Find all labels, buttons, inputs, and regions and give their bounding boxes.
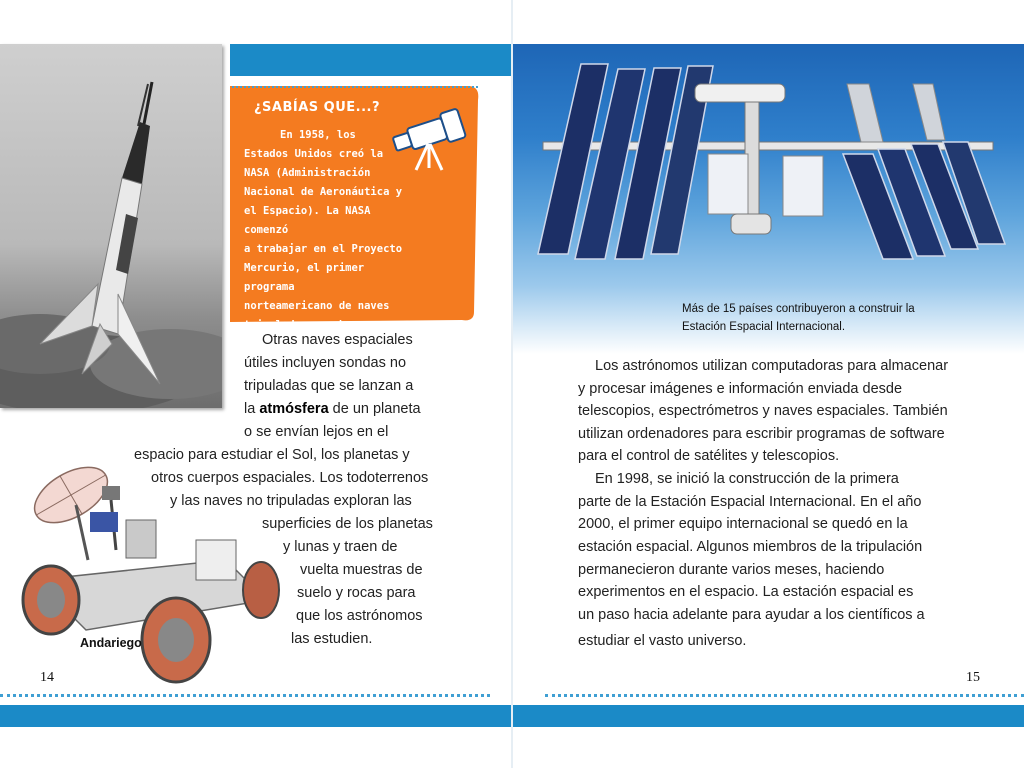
body-line: En 1998, se inició la construcción de la primera bbox=[595, 471, 899, 487]
body-line: espacio para estudiar el Sol, los planetas y bbox=[134, 447, 410, 463]
body-line: vuelta muestras de bbox=[300, 562, 423, 578]
caption-line: Estación Espacial Internacional. bbox=[682, 321, 846, 333]
telescope-icon bbox=[390, 96, 470, 176]
rocket-launch-photo bbox=[0, 44, 222, 408]
body-line: experimentos en el espacio. La estación espacial es bbox=[578, 584, 914, 600]
body-line: que los astrónomos bbox=[296, 608, 423, 624]
callout-dotted-rule bbox=[232, 86, 478, 88]
body-line: las estudien. bbox=[291, 631, 373, 647]
body-line: y las naves no tripuladas exploran las bbox=[170, 493, 412, 509]
body-line: Los astrónomos utilizan computadoras para almacenar bbox=[595, 358, 949, 374]
caption-line: Más de 15 países contribuyeron a construir la bbox=[682, 303, 915, 315]
top-blue-bar bbox=[230, 44, 511, 76]
bottom-dotted-rule bbox=[545, 694, 1024, 697]
rover-icon bbox=[16, 450, 286, 690]
body-line: telescopios, espectrómetros y naves espaciales. También bbox=[578, 403, 948, 419]
atmosphere-before: la bbox=[244, 401, 260, 417]
callout-line: En 1958, los bbox=[280, 129, 356, 141]
callout-line: a trabajar en el Proyecto bbox=[244, 243, 403, 255]
body-line: permanecieron durante varios meses, haciendo bbox=[578, 562, 885, 578]
body-line: estudiar el vasto universo. bbox=[578, 633, 747, 649]
bottom-blue-bar bbox=[513, 705, 1024, 727]
body-line: otros cuerpos espaciales. Los todoterrenos bbox=[151, 470, 429, 486]
body-line: para el control de satélites y telescopios. bbox=[578, 448, 840, 464]
body-line: parte de la Estación Espacial Internacional. En el año bbox=[578, 494, 922, 510]
body-line: un paso hacia adelante para ayudar a los científicos a bbox=[578, 607, 925, 623]
callout-line: Mercurio, el primer programa bbox=[244, 262, 365, 293]
body-line: y lunas y traen de bbox=[283, 539, 398, 555]
body-line: utilizan ordenadores para escribir programas de software bbox=[578, 426, 945, 442]
right-page bbox=[513, 0, 1024, 768]
callout-line: tripuladas por humanos. bbox=[244, 319, 390, 331]
body-line: Otras naves espaciales bbox=[262, 332, 413, 348]
body-line: estación espacial. Algunos miembros de la tripulación bbox=[578, 539, 923, 555]
rover-label: Andariego bbox=[80, 636, 142, 650]
did-you-know-callout bbox=[230, 86, 480, 331]
body-line: suelo y rocas para bbox=[297, 585, 416, 601]
callout-line: Nacional de Aeronáutica y bbox=[244, 186, 403, 198]
left-page bbox=[0, 0, 511, 768]
callout-line: Estados Unidos creó la bbox=[244, 148, 384, 160]
body-line: y procesar imágenes e información enviada desde bbox=[578, 381, 903, 397]
bottom-blue-bar bbox=[0, 705, 511, 727]
bottom-dotted-rule bbox=[0, 694, 490, 697]
page-number-right: 15 bbox=[966, 670, 980, 685]
callout-title: ¿SABÍAS QUE...? bbox=[254, 100, 381, 115]
body-line: tripuladas que se lanzan a bbox=[244, 378, 414, 394]
callout-line: NASA (Administración bbox=[244, 167, 371, 179]
body-line: o se envían lejos en el bbox=[244, 424, 389, 440]
body-line: útiles incluyen sondas no bbox=[244, 355, 407, 371]
page-number-left: 14 bbox=[40, 670, 54, 685]
body-line: 2000, el primer equipo internacional se quedó en la bbox=[578, 516, 908, 532]
lunar-rover-illustration bbox=[16, 450, 286, 690]
photo-caption bbox=[682, 300, 915, 336]
body-line: superficies de los planetas bbox=[262, 516, 433, 532]
callout-line: norteamericano de naves bbox=[244, 300, 390, 312]
atmosphere-after: de un planeta bbox=[328, 401, 421, 417]
callout-line: el Espacio). La NASA comenzó bbox=[244, 205, 371, 236]
rocket-icon bbox=[0, 44, 222, 408]
atmosphere-term: atmósfera bbox=[259, 401, 329, 417]
space-station-icon bbox=[513, 44, 1024, 304]
body-line-atmosphere bbox=[244, 398, 421, 421]
